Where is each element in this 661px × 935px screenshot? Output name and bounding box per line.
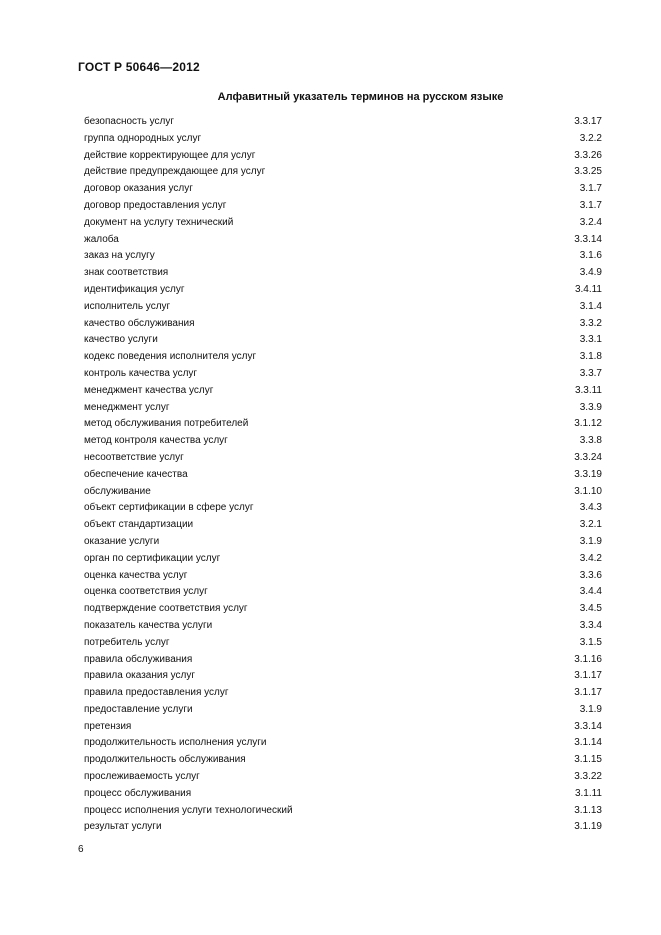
index-term: идентификация услуг <box>84 283 185 295</box>
index-term: оценка качества услуг <box>84 569 188 581</box>
index-entry <box>84 769 602 786</box>
index-term-reference: 3.1.6 <box>579 250 602 262</box>
index-term-reference: 3.3.14 <box>574 233 602 245</box>
index-term-reference: 3.3.25 <box>574 166 602 178</box>
index-term-reference: 3.4.5 <box>579 603 602 615</box>
index-term: оказание услуги <box>84 535 160 547</box>
index-entry <box>84 719 602 736</box>
index-entry <box>84 450 602 467</box>
index-entry <box>84 400 602 417</box>
index-term-reference: 3.1.11 <box>574 787 602 799</box>
index-term-reference: 3.1.19 <box>574 821 602 833</box>
index-entry <box>84 803 602 820</box>
index-term-reference: 3.2.1 <box>579 519 602 531</box>
index-term: результат услуги <box>84 821 162 833</box>
index-term: продолжительность обслуживания <box>84 754 246 766</box>
index-term-reference: 3.3.6 <box>579 569 602 581</box>
index-term-reference: 3.1.4 <box>579 300 602 312</box>
index-term-reference: 3.1.13 <box>574 804 602 816</box>
index-entry <box>84 181 602 198</box>
index-term: качество обслуживания <box>84 317 195 329</box>
index-term: метод обслуживания потребителей <box>84 418 249 430</box>
index-term-reference: 3.3.11 <box>574 384 602 396</box>
index-term-reference: 3.1.12 <box>574 418 602 430</box>
index-term: качество услуги <box>84 334 158 346</box>
index-entry <box>84 534 602 551</box>
index-term: действие корректирующее для услуг <box>84 149 256 161</box>
index-term: менеджмент качества услуг <box>84 384 214 396</box>
index-term-reference: 3.3.1 <box>579 334 602 346</box>
index-term: документ на услугу технический <box>84 216 234 228</box>
index-term: потребитель услуг <box>84 636 170 648</box>
index-term-reference: 3.2.4 <box>579 216 602 228</box>
index-term: правила оказания услуг <box>84 670 196 682</box>
index-entry <box>84 752 602 769</box>
index-term: безопасность услуг <box>84 116 174 127</box>
index-term: договор оказания услуг <box>84 183 193 195</box>
index-term: процесс исполнения услуги технологический <box>84 804 293 816</box>
index-term-reference: 3.3.22 <box>574 771 602 783</box>
index-term: заказ на услугу <box>84 250 155 262</box>
index-term-reference: 3.3.9 <box>579 401 602 413</box>
index-term-reference: 3.3.8 <box>579 435 602 447</box>
index-entry <box>84 164 602 181</box>
index-term-reference: 3.3.19 <box>574 468 602 480</box>
index-term: оценка соответствия услуг <box>84 586 208 598</box>
index-term-reference: 3.2.2 <box>579 132 602 144</box>
index-term: предоставление услуги <box>84 703 193 715</box>
index-term-reference: 3.4.11 <box>574 283 602 295</box>
index-term-reference: 3.1.16 <box>574 653 602 665</box>
index-term: объект сертификации в сфере услуг <box>84 502 254 514</box>
index-entry <box>84 366 602 383</box>
index-entry <box>84 500 602 517</box>
index-entry <box>84 702 602 719</box>
index-term-reference: 3.1.5 <box>579 636 602 648</box>
index-entry <box>84 248 602 265</box>
index-term: договор предоставления услуг <box>84 199 227 211</box>
index-entry <box>84 735 602 752</box>
index-term-reference: 3.3.24 <box>574 451 602 463</box>
index-entry <box>84 316 602 333</box>
index-term-reference: 3.3.14 <box>574 720 602 732</box>
index-term: правила предоставления услуг <box>84 687 229 699</box>
index-entry <box>84 282 602 299</box>
index-term: объект стандартизации <box>84 519 194 531</box>
index-entry <box>84 349 602 366</box>
index-term-reference: 3.3.17 <box>574 116 602 127</box>
document-header: ГОСТ Р 50646—2012 <box>78 60 200 74</box>
index-entry <box>84 215 602 232</box>
index-entry <box>84 685 602 702</box>
index-entry <box>84 584 602 601</box>
index-entry <box>84 635 602 652</box>
index-term: обеспечение качества <box>84 468 188 480</box>
index-term: претензия <box>84 720 132 732</box>
page-number: 6 <box>78 844 84 855</box>
index-term: менеджмент услуг <box>84 401 170 413</box>
index-entry <box>84 601 602 618</box>
index-term-reference: 3.4.4 <box>579 586 602 598</box>
index-entry <box>84 332 602 349</box>
index-term: продолжительность исполнения услуги <box>84 737 267 749</box>
index-term: правила обслуживания <box>84 653 193 665</box>
index-title: Алфавитный указатель терминов на русском языке <box>217 91 504 103</box>
index-term-reference: 3.1.15 <box>574 754 602 766</box>
index-term: обслуживание <box>84 485 151 497</box>
index-entry <box>84 148 602 165</box>
index-entry <box>84 433 602 450</box>
index-entry <box>84 232 602 249</box>
index-term: исполнитель услуг <box>84 300 171 312</box>
index-entry <box>84 299 602 316</box>
index-term-reference: 3.4.9 <box>579 267 602 279</box>
index-term: орган по сертификации услуг <box>84 552 221 564</box>
index-term-reference: 3.3.26 <box>574 149 602 161</box>
index-entry <box>84 819 602 836</box>
index-entry <box>84 618 602 635</box>
index-term-reference: 3.3.7 <box>579 367 602 379</box>
index-term-reference: 3.4.3 <box>579 502 602 514</box>
index-term-reference: 3.4.2 <box>579 552 602 564</box>
index-term: знак соответствия <box>84 267 169 279</box>
index-term: жалоба <box>84 233 119 245</box>
index-term: действие предупреждающее для услуг <box>84 166 266 178</box>
index-entry <box>84 668 602 685</box>
index-entry <box>84 265 602 282</box>
index-term: несоответствие услуг <box>84 451 184 463</box>
index-term-reference: 3.1.10 <box>574 485 602 497</box>
index-term-reference: 3.3.2 <box>579 317 602 329</box>
index-entry <box>84 467 602 484</box>
index-entry <box>84 568 602 585</box>
index-term-reference: 3.1.9 <box>579 535 602 547</box>
index-term-reference: 3.1.14 <box>574 737 602 749</box>
index-entry <box>84 114 602 131</box>
index-term: показатель качества услуги <box>84 619 213 631</box>
index-term: прослеживаемость услуг <box>84 771 200 783</box>
index-entry <box>84 198 602 215</box>
index-entry <box>84 652 602 669</box>
index-entry <box>84 517 602 534</box>
index-term-reference: 3.1.8 <box>579 351 602 363</box>
index-term-reference: 3.1.7 <box>579 199 602 211</box>
index-term: группа однородных услуг <box>84 132 202 144</box>
index-term-reference: 3.1.17 <box>574 687 602 699</box>
index-entry <box>84 786 602 803</box>
index-entry <box>84 383 602 400</box>
index-entry <box>84 131 602 148</box>
index-term: метод контроля качества услуг <box>84 435 228 447</box>
term-index-list <box>84 114 602 836</box>
index-term-reference: 3.1.17 <box>574 670 602 682</box>
index-entry <box>84 416 602 433</box>
index-term: кодекс поведения исполнителя услуг <box>84 351 257 363</box>
index-term-reference: 3.1.9 <box>579 703 602 715</box>
index-term-reference: 3.1.7 <box>579 183 602 195</box>
index-entry <box>84 484 602 501</box>
index-term-reference: 3.3.4 <box>579 619 602 631</box>
index-term: процесс обслуживания <box>84 787 192 799</box>
index-entry <box>84 551 602 568</box>
index-term: подтверждение соответствия услуг <box>84 603 248 615</box>
index-term: контроль качества услуг <box>84 367 198 379</box>
